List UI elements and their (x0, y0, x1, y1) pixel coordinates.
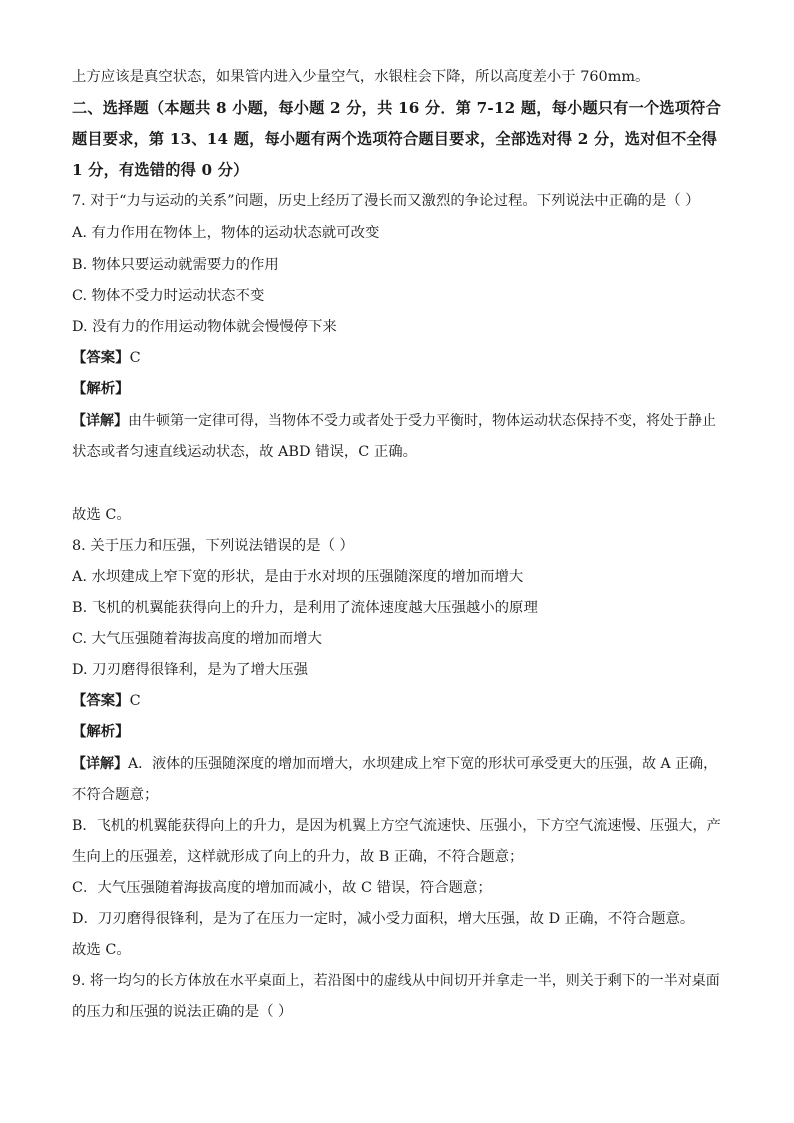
question-8-option-a: A. 水坝建成上窄下宽的形状，是由于水对坝的压强随深度的增加而增大 (72, 569, 524, 585)
question-8-conclusion: 故选 C。 (72, 942, 131, 958)
detail-text: 由牛顿第一定律可得，当物体不受力或者处于受力平衡时，物体运动状态保持不变，将处于静止 (128, 413, 716, 429)
question-8-analysis-tag: 【解析】 (72, 723, 130, 740)
question-8-detail-line-6: D．刀刃磨得很锋利，是为了在压力一定时，减小受力面积，增大压强，故 D 正确，不符合题意。 (72, 911, 695, 927)
question-8-detail-line-3: B．飞机的机翼能获得向上的升力，是因为机翼上方空气流速快、压强小，下方空气流速慢、压强大，产 (72, 818, 721, 834)
question-7-stem: 7. 对于“力与运动的关系”问题，历史上经历了漫长而又激烈的争论过程。下列说法中正确的是（ ） (72, 193, 700, 209)
section-2-heading-line-2: 题目要求，第 13、14 题，每小题有两个选项符合题目要求，全部选对得 2 分，选对但不全得 (72, 130, 718, 148)
question-7-answer (72, 349, 724, 367)
answer-value: C (129, 350, 141, 366)
question-8-answer (72, 692, 724, 710)
question-9-stem-line-1: 9. 将一均匀的长方体放在水平桌面上，若沿图中的虚线从中间切开并拿走一半，则关于剩下的一半对桌面 (72, 973, 720, 989)
question-7-detail-line-1 (72, 412, 724, 430)
question-7-analysis-tag: 【解析】 (72, 380, 130, 397)
question-8-option-b: B. 飞机的机翼能获得向上的升力，是利用了流体速度越大压强越小的原理 (72, 600, 538, 616)
question-8-detail-line-1 (72, 755, 724, 773)
question-7-option-b: B. 物体只要运动就需要力的作用 (72, 257, 279, 273)
question-7-option-c: C. 物体不受力时运动状态不变 (72, 288, 265, 304)
question-7-conclusion: 故选 C。 (72, 507, 131, 523)
question-7-option-a: A. 有力作用在物体上，物体的运动状态就可改变 (72, 225, 380, 241)
question-8-option-c: C. 大气压强随着海拔高度的增加而增大 (72, 631, 322, 647)
answer-tag: 【答案】 (72, 692, 130, 709)
question-7-option-d: D. 没有力的作用运动物体就会慢慢停下来 (72, 319, 337, 335)
detail-tag: 【详解】 (72, 756, 128, 772)
detail-tag: 【详解】 (72, 413, 128, 429)
previous-answer-tail: 上方应该是真空状态，如果管内进入少量空气，水银柱会下降，所以高度差小于 760mm。 (72, 69, 650, 85)
answer-value: C (129, 693, 141, 709)
question-8-detail-line-2: 不符合题意； (72, 787, 159, 803)
detail-text: A．液体的压强随深度的增加而增大，水坝建成上窄下宽的形状可承受更大的压强，故 A 正确， (128, 756, 718, 772)
question-8-detail-line-5: C．大气压强随着海拔高度的增加而减小，故 C 错误，符合题意； (72, 880, 492, 896)
question-8-stem: 8. 关于压力和压强，下列说法错误的是（ ） (72, 538, 354, 554)
section-2-heading-line-3: 1 分，有选错的得 0 分） (72, 161, 249, 179)
question-8-detail-line-4: 生向上的压强差，这样就形成了向上的升力，故 B 正确，不符合题意； (72, 849, 524, 865)
question-9-stem-line-2: 的压力和压强的说法正确的是（ ） (72, 1004, 293, 1020)
section-2-heading-line-1: 二、选择题（本题共 8 小题，每小题 2 分，共 16 分．第 7-12 题，每小题只有一个选项符合 (72, 99, 721, 117)
question-7-detail-line-2: 状态或者匀速直线运动状态，故 ABD 错误，C 正确。 (72, 444, 418, 460)
answer-tag: 【答案】 (72, 349, 130, 366)
question-8-option-d: D. 刀刃磨得很锋利，是为了增大压强 (72, 662, 309, 678)
